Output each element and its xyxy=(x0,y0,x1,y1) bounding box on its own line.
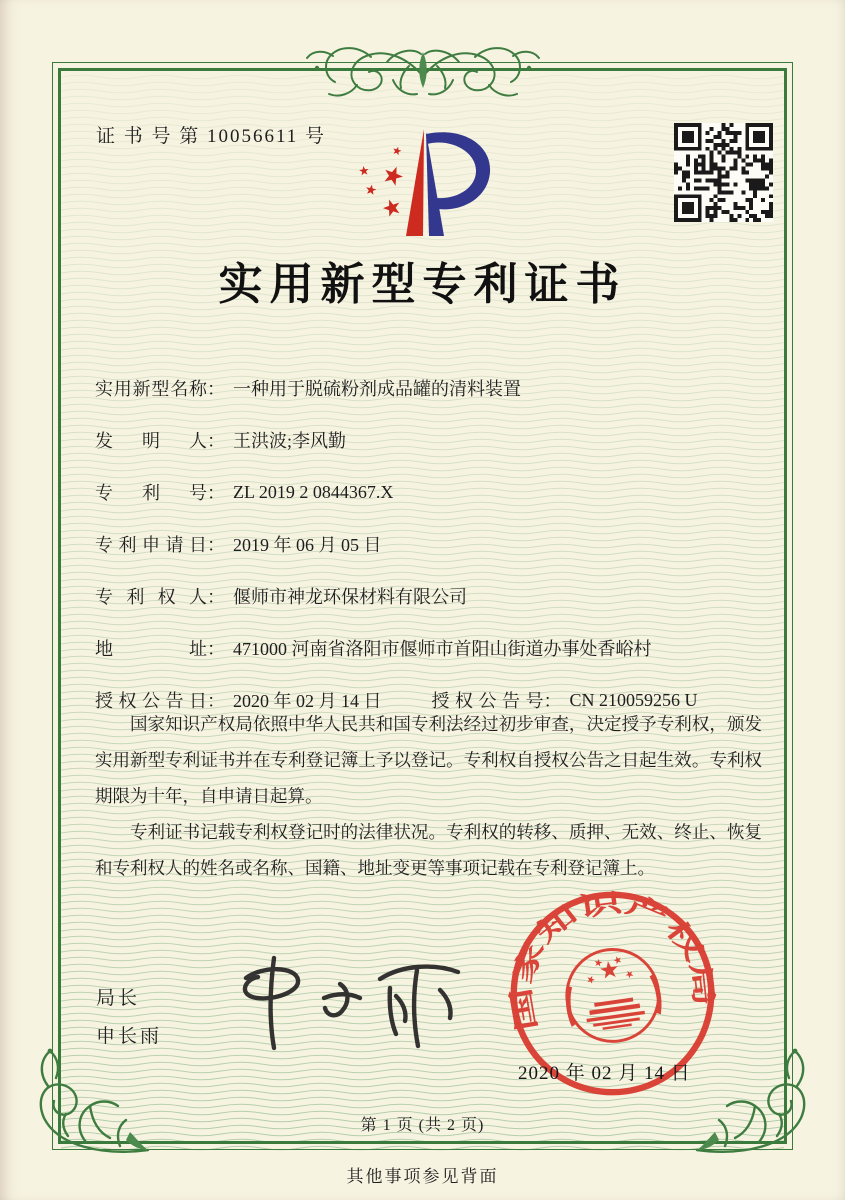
field-label: 专利号 xyxy=(95,483,207,503)
commissioner-signature xyxy=(212,948,472,1058)
field-value: 王洪波;李风勤 xyxy=(233,431,347,451)
grant-date-value: 2020 年 02 月 14 日 xyxy=(233,691,382,711)
cnipa-logo xyxy=(338,126,506,246)
top-ornament xyxy=(297,40,549,106)
field-row-inventors: 发明人 ： 王洪波;李风勤 xyxy=(95,414,765,466)
field-label: 专利权人 xyxy=(95,587,207,607)
field-value: 2019 年 06 月 05 日 xyxy=(233,535,382,555)
grant-date-pair: 授权公告日 ： 2020 年 02 月 14 日 xyxy=(95,687,382,713)
seal-date: 2020 年 02 月 14 日 xyxy=(518,1063,691,1084)
field-row-patent-no: 专利号 ： ZL 2019 2 0844367.X xyxy=(95,466,765,518)
legal-paragraph-2: 专利证书记载专利权登记时的法律状况。专利权的转移、质押、无效、终止、恢复和专利权人的姓名或名称、国籍、地址变更等事项记载在专利登记簿上。 xyxy=(95,822,762,878)
commissioner-title: 局长 xyxy=(96,988,141,1009)
field-value: ZL 2019 2 0844367.X xyxy=(233,481,394,502)
bottom-left-flourish xyxy=(26,1048,152,1160)
back-note: 其他事项参见背面 xyxy=(346,1167,499,1186)
field-value: 一种用于脱硫粉剂成品罐的清料装置 xyxy=(233,379,521,399)
fields-block xyxy=(95,362,765,726)
field-value: 471000 河南省洛阳市偃师市首阳山街道办事处香峪村 xyxy=(233,639,652,659)
field-row-filing-date: 专利申请日 ： 2019 年 06 月 05 日 xyxy=(95,518,765,570)
grant-number-value: CN 210059256 U xyxy=(569,689,698,710)
seal-text: 国家知识产权局 xyxy=(506,888,718,1034)
certificate-title: 实用新型专利证书 xyxy=(218,260,627,309)
qr-code xyxy=(674,123,773,222)
field-label: 地址 xyxy=(95,639,207,659)
legal-paragraph-1: 国家知识产权局依照中华人民共和国专利法经过初步审查，决定授予专利权，颁发实用新型专利证书并在专利登记簿上予以登记。专利权自授权公告之日起生效。专利权期限为十年，自申请日起算。 xyxy=(95,714,762,806)
field-row-patentee: 专利权人 ： 偃师市神龙环保材料有限公司 xyxy=(95,570,765,622)
national-emblem xyxy=(559,943,666,1047)
field-row-name: 实用新型名称 ： 一种用于脱硫粉剂成品罐的清料装置 xyxy=(95,362,765,414)
field-label: 授权公告日 xyxy=(95,691,207,711)
field-label: 发明人 xyxy=(95,431,207,451)
field-value: 偃师市神龙环保材料有限公司 xyxy=(233,587,467,607)
grant-number-pair: 授权公告号 ： CN 210059256 U xyxy=(432,687,698,713)
field-label: 专利申请日 xyxy=(95,535,207,555)
page-indicator: 第 1 页 (共 2 页) xyxy=(360,1117,485,1134)
commissioner-name: 申长雨 xyxy=(96,1026,163,1047)
signoff-block xyxy=(96,980,162,1056)
field-label: 实用新型名称 xyxy=(95,379,207,399)
field-row-address: 地址 ： 471000 河南省洛阳市偃师市首阳山街道办事处香峪村 xyxy=(95,622,765,674)
field-label: 授权公告号 xyxy=(431,691,544,711)
legal-text xyxy=(95,706,762,886)
certificate-number: 证 书 号 第 10056611 号 xyxy=(96,126,327,147)
